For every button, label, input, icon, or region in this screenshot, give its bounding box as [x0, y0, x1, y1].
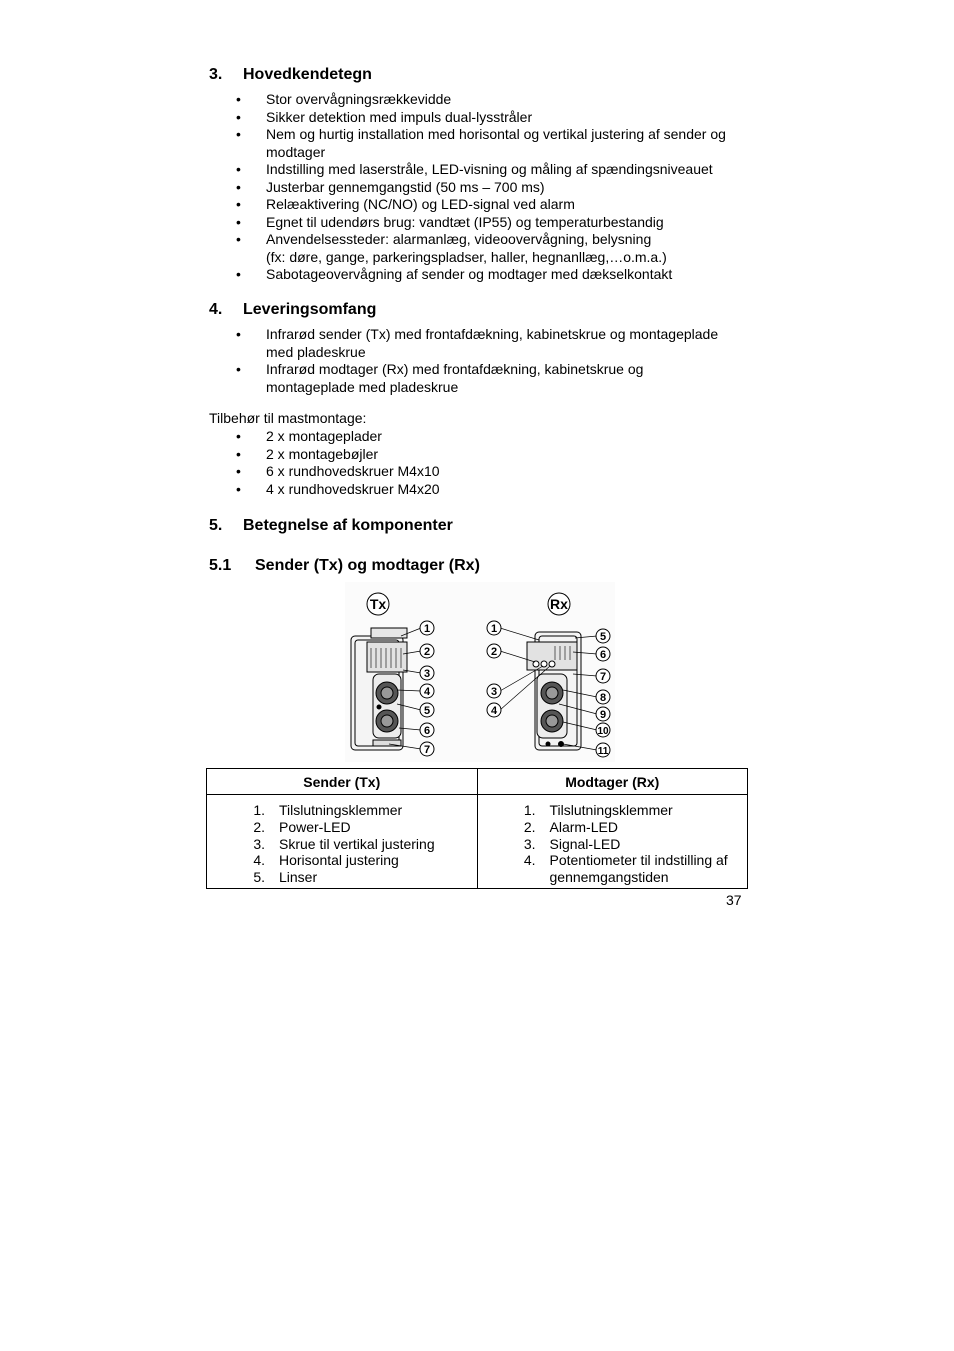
callout-label: 11 [597, 746, 609, 757]
heading-section-4: 4. Leveringsomfang [209, 301, 377, 318]
accessories-list [209, 428, 769, 498]
column-header-sender: Sender (Tx) [207, 769, 478, 795]
rx-device-drawing [527, 632, 581, 750]
tx-label: Tx [369, 596, 387, 612]
callout-label: 8 [599, 692, 607, 704]
callout-label: 4 [423, 686, 431, 698]
list-item: • Stor overvågningsrækkevidde [209, 91, 769, 109]
receiver-components-list [478, 802, 748, 886]
list-item: • Relæaktivering (NC/NO) og LED-signal ved alarm [209, 196, 769, 214]
column-header-receiver: Modtager (Rx) [477, 769, 748, 795]
callout-label: 2 [490, 646, 498, 658]
list-item-continuation: montageplade med pladeskrue [266, 378, 459, 395]
features-list [209, 91, 769, 284]
callout-label: 2 [423, 646, 431, 658]
callout-label: 5 [423, 705, 431, 717]
list-item: • Justerbar gennemgangstid (50 ms – 700 ms) [209, 179, 769, 197]
list-item: • 2 x montagebøjler [209, 446, 769, 464]
heading-section-5: 5. Betegnelse af komponenter [209, 517, 453, 534]
list-item: 5. Linser [253, 869, 318, 886]
callout-label: 7 [599, 671, 607, 683]
heading-section-3: 3. Hovedkendetegn [209, 66, 372, 83]
accessories-intro: Tilbehør til mastmontage: [209, 410, 367, 426]
list-item: 2. Alarm-LED [523, 818, 618, 835]
callout-label: 5 [599, 631, 607, 643]
callout-label: 3 [490, 686, 498, 698]
tx-device-drawing [351, 628, 407, 750]
list-item: • Anvendelsessteder: alarmanlæg, videoovervågning, belysning [209, 231, 769, 249]
list-item: • 4 x rundhovedskruer M4x20 [209, 481, 769, 499]
list-item: • 2 x montageplader [209, 428, 769, 446]
list-item-continuation: gennemgangstiden [549, 869, 669, 886]
sender-cell [207, 795, 478, 889]
list-item: • Sabotageovervågning af sender og modtager med dækselkontakt [209, 266, 769, 284]
callout-label: 7 [423, 744, 431, 756]
list-item: • Infrarød sender (Tx) med frontafdækning, kabinetskrue og montageplade [209, 326, 769, 344]
rx-label: Rx [550, 596, 568, 612]
list-item: • Egnet til udendørs brug: vandtæt (IP55) og temperaturbestandig [209, 214, 769, 232]
callout-label: 6 [423, 725, 431, 737]
receiver-cell [477, 795, 748, 889]
list-item: 1. Tilslutningsklemmer [253, 802, 403, 818]
page-number: 37 [726, 892, 742, 908]
list-item: • Indstilling med laserstråle, LED-visning og måling af spændingsniveauet [209, 161, 769, 179]
list-item: 2. Power-LED [253, 818, 351, 835]
list-item: 4. Potentiometer til indstilling af [523, 852, 728, 869]
components-table [206, 768, 748, 889]
callout-label: 1 [490, 623, 498, 635]
list-item: 4. Horisontal justering [253, 852, 399, 869]
callout-label: 9 [599, 709, 607, 721]
list-item: 3. Skrue til vertikal justering [253, 835, 435, 852]
callout-label: 3 [423, 668, 431, 680]
list-item: • 6 x rundhovedskruer M4x10 [209, 463, 769, 481]
callout-label: 10 [597, 726, 609, 737]
list-item: • Sikker detektion med impuls dual-lysstråler [209, 109, 769, 127]
list-item: 3. Signal-LED [523, 835, 621, 852]
tx-rx-diagram [345, 582, 615, 762]
callout-label: 6 [599, 649, 607, 661]
callout-label: 1 [423, 623, 431, 635]
list-item: 1. Tilslutningsklemmer [523, 802, 673, 818]
list-item: • Infrarød modtager (Rx) med frontafdækning, kabinetskrue og [209, 361, 769, 379]
callout-label: 4 [490, 705, 498, 717]
list-item-continuation: med pladeskrue [266, 343, 366, 360]
list-item-continuation: (fx: døre, gange, parkeringspladser, haller, hegnanllæg,…o.m.a.) [266, 248, 667, 265]
heading-section-5-1: 5.1 Sender (Tx) og modtager (Rx) [209, 557, 480, 574]
list-item-continuation: modtager [266, 143, 326, 160]
delivery-list [209, 326, 769, 396]
list-item: • Nem og hurtig installation med horisontal og vertikal justering af sender og [209, 126, 769, 144]
sender-components-list [207, 802, 477, 886]
